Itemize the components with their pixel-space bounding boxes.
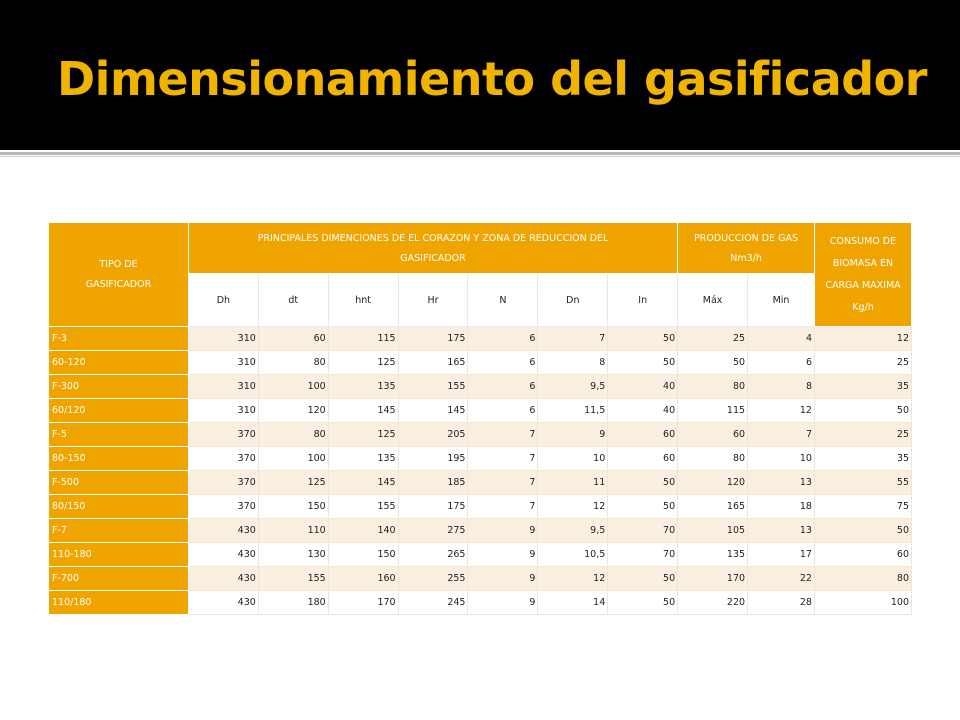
table-cell: 170 [328, 591, 398, 615]
table-cell: 255 [398, 567, 468, 591]
table-cell: 430 [188, 519, 258, 543]
table-cell: 70 [608, 519, 678, 543]
table-cell: 9 [468, 591, 538, 615]
table-cell: 155 [398, 375, 468, 399]
table-cell: 9,5 [538, 519, 608, 543]
table-cell: 12 [748, 399, 815, 423]
table-cell: 7 [748, 423, 815, 447]
gasifier-table [48, 222, 912, 615]
table-row [49, 375, 912, 399]
table-cell: 125 [328, 423, 398, 447]
table-cell: 13 [748, 471, 815, 495]
table-cell: 4 [748, 327, 815, 351]
table-cell: 430 [188, 567, 258, 591]
subheader: Dh [188, 274, 258, 327]
table-cell: 10 [748, 447, 815, 471]
table-cell: 60 [608, 447, 678, 471]
table-cell: 220 [678, 591, 748, 615]
table-cell: 170 [678, 567, 748, 591]
subheader: hnt [328, 274, 398, 327]
divider-line [0, 152, 960, 155]
table-cell: 8 [748, 375, 815, 399]
row-label: 110/180 [49, 591, 189, 615]
table-body [49, 327, 912, 615]
divider-line-thin [0, 156, 960, 157]
table-cell: 60 [608, 423, 678, 447]
table-cell: 185 [398, 471, 468, 495]
table-cell: 125 [328, 351, 398, 375]
table-cell: 9 [538, 423, 608, 447]
table-cell: 105 [678, 519, 748, 543]
subheader: dt [258, 274, 328, 327]
table-cell: 115 [328, 327, 398, 351]
table-cell: 60 [814, 543, 911, 567]
table-cell: 13 [748, 519, 815, 543]
table-cell: 25 [814, 423, 911, 447]
table-cell: 180 [258, 591, 328, 615]
table-cell: 80 [814, 567, 911, 591]
table-row [49, 543, 912, 567]
table-cell: 145 [398, 399, 468, 423]
subheader: In [608, 274, 678, 327]
table-cell: 12 [814, 327, 911, 351]
table-cell: 75 [814, 495, 911, 519]
header-produccion: PRODUCCION DE GAS Nm3/h [678, 223, 815, 274]
table-cell: 115 [678, 399, 748, 423]
table-cell: 18 [748, 495, 815, 519]
row-label: F-700 [49, 567, 189, 591]
row-label: F-7 [49, 519, 189, 543]
table-row [49, 495, 912, 519]
table-cell: 7 [468, 423, 538, 447]
table-row [49, 471, 912, 495]
table-cell: 265 [398, 543, 468, 567]
table-cell: 110 [258, 519, 328, 543]
slide-title: Dimensionamiento del gasificador [57, 52, 927, 106]
table-row [49, 567, 912, 591]
table-cell: 50 [814, 399, 911, 423]
table-cell: 35 [814, 447, 911, 471]
table-cell: 275 [398, 519, 468, 543]
table-cell: 140 [328, 519, 398, 543]
table-cell: 245 [398, 591, 468, 615]
subheader: Máx [678, 274, 748, 327]
table-cell: 40 [608, 399, 678, 423]
table-cell: 35 [814, 375, 911, 399]
subheader: Min [748, 274, 815, 327]
table-cell: 7 [468, 471, 538, 495]
table-cell: 25 [678, 327, 748, 351]
table-cell: 150 [328, 543, 398, 567]
table-cell: 17 [748, 543, 815, 567]
table-cell: 145 [328, 399, 398, 423]
table-cell: 430 [188, 543, 258, 567]
table-cell: 7 [468, 495, 538, 519]
table-cell: 50 [608, 495, 678, 519]
header-tipo: TIPO DE GASIFICADOR [49, 223, 189, 327]
table-cell: 120 [258, 399, 328, 423]
table-cell: 310 [188, 351, 258, 375]
table-cell: 145 [328, 471, 398, 495]
table-cell: 40 [608, 375, 678, 399]
table-cell: 130 [258, 543, 328, 567]
table-cell: 80 [258, 351, 328, 375]
table-cell: 12 [538, 495, 608, 519]
table-cell: 155 [328, 495, 398, 519]
table-cell: 10 [538, 447, 608, 471]
table-cell: 7 [468, 447, 538, 471]
row-label: 60/120 [49, 399, 189, 423]
table-cell: 100 [258, 375, 328, 399]
table-row [49, 423, 912, 447]
table-row [49, 327, 912, 351]
table-cell: 50 [814, 519, 911, 543]
table-cell: 50 [608, 591, 678, 615]
table-cell: 11 [538, 471, 608, 495]
subheader: Hr [398, 274, 468, 327]
row-label: F-300 [49, 375, 189, 399]
table-cell: 9,5 [538, 375, 608, 399]
table-cell: 135 [678, 543, 748, 567]
table-cell: 135 [328, 375, 398, 399]
row-label: 60-120 [49, 351, 189, 375]
table-cell: 80 [678, 375, 748, 399]
table-cell: 6 [748, 351, 815, 375]
table-cell: 9 [468, 543, 538, 567]
table-cell: 165 [398, 351, 468, 375]
table-cell: 310 [188, 375, 258, 399]
table-cell: 50 [608, 471, 678, 495]
table-cell: 195 [398, 447, 468, 471]
table-cell: 80 [678, 447, 748, 471]
table-cell: 50 [608, 567, 678, 591]
table-cell: 12 [538, 567, 608, 591]
table-cell: 28 [748, 591, 815, 615]
table-cell: 70 [608, 543, 678, 567]
table-cell: 60 [258, 327, 328, 351]
subheader: N [468, 274, 538, 327]
table-cell: 6 [468, 327, 538, 351]
table-cell: 10,5 [538, 543, 608, 567]
table-cell: 22 [748, 567, 815, 591]
table-row [49, 399, 912, 423]
table-cell: 135 [328, 447, 398, 471]
table-cell: 160 [328, 567, 398, 591]
header-dimensiones: PRINCIPALES DIMENCIONES DE EL CORAZON Y ZONA DE REDUCCION DEL GASIFICADOR [188, 223, 677, 274]
row-label: F-5 [49, 423, 189, 447]
table-cell: 7 [538, 327, 608, 351]
table-cell: 55 [814, 471, 911, 495]
row-label: 80/150 [49, 495, 189, 519]
table-cell: 310 [188, 327, 258, 351]
table-cell: 370 [188, 423, 258, 447]
table-cell: 6 [468, 375, 538, 399]
table-cell: 125 [258, 471, 328, 495]
row-label: 80-150 [49, 447, 189, 471]
table-cell: 8 [538, 351, 608, 375]
table-cell: 120 [678, 471, 748, 495]
table-cell: 14 [538, 591, 608, 615]
table-row [49, 447, 912, 471]
table-cell: 50 [678, 351, 748, 375]
table-row [49, 591, 912, 615]
table-cell: 430 [188, 591, 258, 615]
table-cell: 100 [258, 447, 328, 471]
table-cell: 60 [678, 423, 748, 447]
table-cell: 80 [258, 423, 328, 447]
table-cell: 6 [468, 351, 538, 375]
header-consumo: CONSUMO DE BIOMASA EN CARGA MAXIMA Kg/h [814, 223, 911, 327]
table-cell: 370 [188, 495, 258, 519]
table-cell: 6 [468, 399, 538, 423]
table-cell: 175 [398, 495, 468, 519]
table-cell: 50 [608, 351, 678, 375]
table-cell: 150 [258, 495, 328, 519]
table-cell: 11,5 [538, 399, 608, 423]
table-cell: 155 [258, 567, 328, 591]
table-cell: 175 [398, 327, 468, 351]
subheader: Dn [538, 274, 608, 327]
row-label: F-3 [49, 327, 189, 351]
table-row [49, 519, 912, 543]
table-cell: 205 [398, 423, 468, 447]
table-cell: 100 [814, 591, 911, 615]
table-row [49, 351, 912, 375]
table-cell: 50 [608, 327, 678, 351]
table-cell: 370 [188, 471, 258, 495]
table-cell: 370 [188, 447, 258, 471]
row-label: 110-180 [49, 543, 189, 567]
table-cell: 310 [188, 399, 258, 423]
row-label: F-500 [49, 471, 189, 495]
table-cell: 9 [468, 567, 538, 591]
table-cell: 25 [814, 351, 911, 375]
table-cell: 165 [678, 495, 748, 519]
table-cell: 9 [468, 519, 538, 543]
